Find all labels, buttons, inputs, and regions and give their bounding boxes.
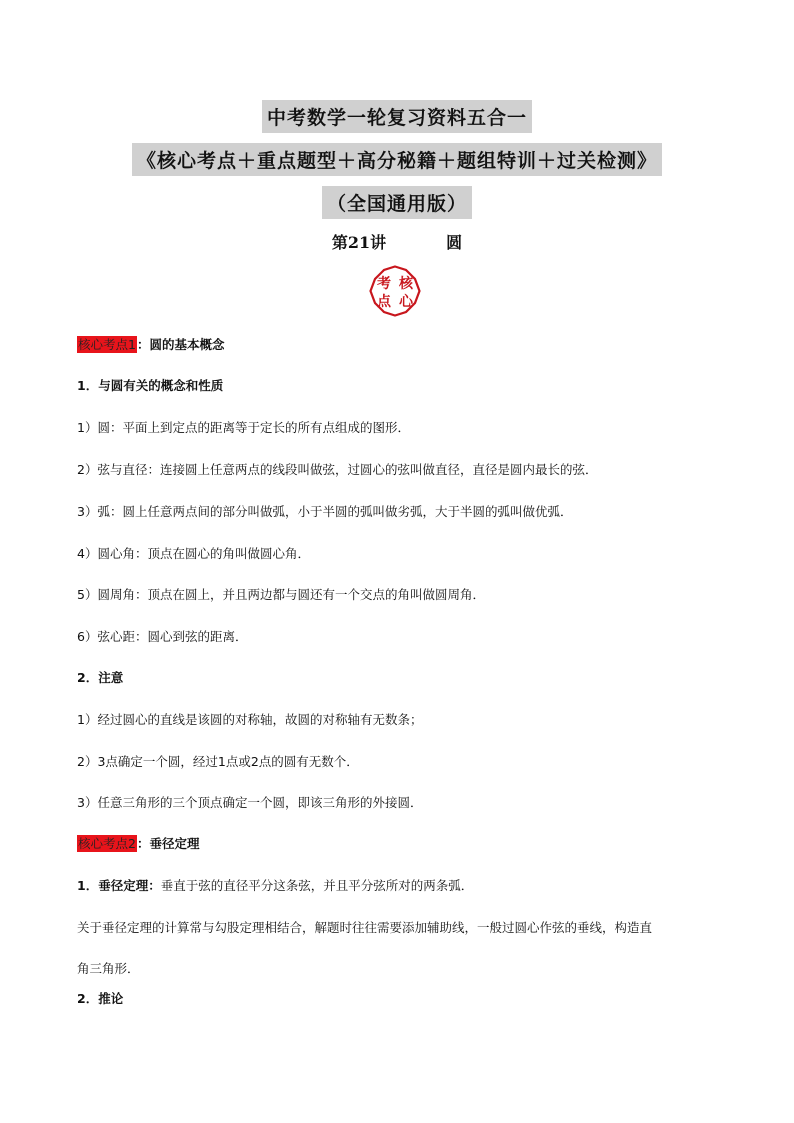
section-1-heading bbox=[77, 337, 224, 353]
concept-item-2: 2）弦与直径：连接圆上任意两点的线段叫做弦，过圆心的弦叫做直径，直径是圆内最长的弦． bbox=[77, 462, 598, 477]
concept-item-4: 4）圆心角：顶点在圆心的角叫做圆心角． bbox=[77, 546, 310, 561]
seal-char-4: 心 bbox=[399, 294, 413, 310]
concept-item-6: 6）弦心距：圆心到弦的距离． bbox=[77, 629, 248, 644]
note-item-1: 1）经过圆心的直线是该圆的对称轴，故圆的对称轴有无数条； bbox=[77, 712, 423, 727]
concept-item-3: 3）弧：圆上任意两点间的部分叫做弧，小于半圆的弧叫做劣弧，大于半圆的弧叫做优弧． bbox=[77, 504, 573, 519]
section-1-title: ：圆的基本概念 bbox=[136, 337, 225, 352]
theorem-line bbox=[77, 878, 473, 894]
seal-char-3: 点 bbox=[377, 294, 391, 310]
section-1-subheading-1: 1．与圆有关的概念和性质 bbox=[77, 378, 224, 393]
edition-label: （全国通用版） bbox=[322, 186, 472, 219]
seal-char-1: 考 bbox=[377, 276, 391, 292]
section-2-subheading-2: 2．推论 bbox=[77, 991, 124, 1006]
seal-char-2: 核 bbox=[399, 276, 413, 292]
note-item-3: 3）任意三角形的三个顶点确定一个圆，即该三角形的外接圆． bbox=[77, 795, 423, 810]
document-title: 中考数学一轮复习资料五合一 bbox=[262, 100, 532, 133]
document-subtitle: 《核心考点＋重点题型＋高分秘籍＋题组特训＋过关检测》 bbox=[132, 143, 662, 176]
concept-item-5: 5）圆周角：顶点在圆上，并且两边都与圆还有一个交点的角叫做圆周角． bbox=[77, 587, 485, 602]
section-2-heading bbox=[77, 836, 199, 852]
title-line-2-wrap bbox=[0, 143, 794, 176]
note-item-2: 2）3点确定一个圆，经过1点或2点的圆有无数个． bbox=[77, 754, 359, 769]
theorem-note-line-1: 关于垂径定理的计算常与勾股定理相结合，解题时往往需要添加辅助线，一般过圆心作弦的垂线，构造直 bbox=[77, 920, 653, 935]
lecture-number: 第21讲 bbox=[331, 233, 387, 252]
section-1-subheading-2: 2．注意 bbox=[77, 670, 124, 685]
lecture-topic: 圆 bbox=[446, 233, 463, 252]
concept-item-1: 1）圆：平面上到定点的距离等于定长的所有点组成的图形． bbox=[77, 420, 410, 435]
section-1-label: 核心考点1 bbox=[78, 337, 136, 352]
lecture-heading bbox=[0, 230, 794, 253]
seal-stamp-icon bbox=[369, 265, 421, 317]
section-2-title: ：垂径定理 bbox=[136, 836, 200, 851]
theorem-text: 垂直于弦的直径平分这条弦，并且平分弦所对的两条弧． bbox=[160, 878, 474, 893]
theorem-note-line-2: 角三角形． bbox=[77, 961, 140, 976]
title-line-3-wrap bbox=[0, 186, 794, 219]
section-2-label: 核心考点2 bbox=[78, 836, 136, 851]
theorem-label: 1．垂径定理： bbox=[77, 878, 161, 893]
title-line-1-wrap bbox=[0, 100, 794, 133]
